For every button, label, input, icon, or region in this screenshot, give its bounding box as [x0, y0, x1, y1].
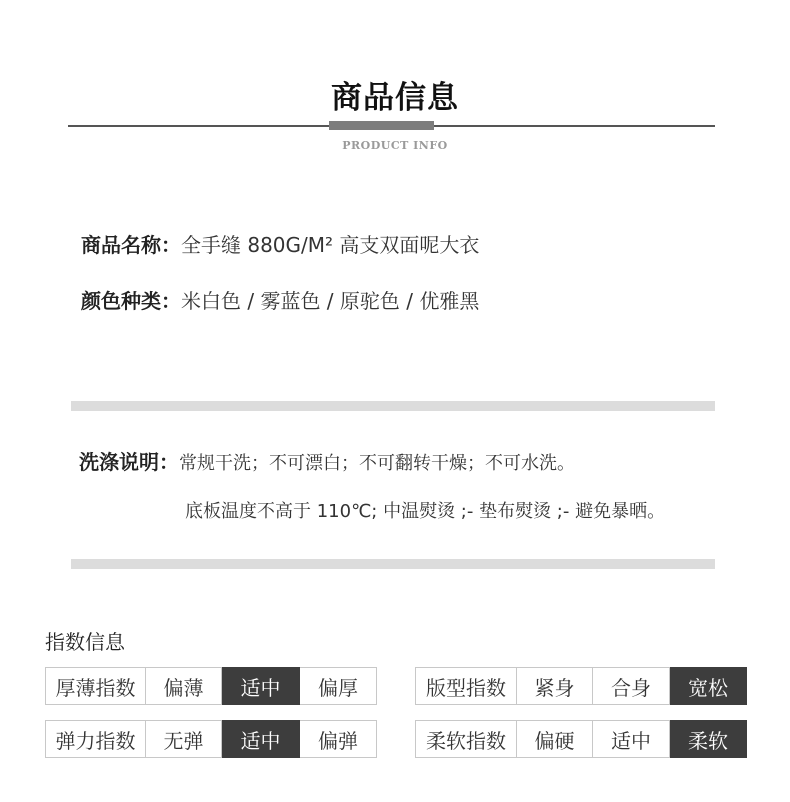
title-divider-accent: [329, 121, 434, 130]
color-value: 米白色 / 雾蓝色 / 原驼色 / 优雅黑: [181, 289, 480, 313]
index-option: 适中: [222, 668, 300, 705]
index-row: [46, 721, 377, 758]
index-row: [416, 721, 747, 758]
product-name-label: 商品名称：: [81, 233, 181, 257]
section-band-bottom: [71, 559, 715, 569]
care-row: [79, 446, 575, 475]
index-label: 厚薄指数: [46, 668, 146, 705]
index-row: [416, 668, 747, 705]
index-table-right-2: [415, 720, 747, 758]
index-option: 合身: [593, 668, 670, 705]
index-label: 版型指数: [416, 668, 517, 705]
index-option: 偏薄: [146, 668, 222, 705]
index-option: 宽松: [670, 668, 747, 705]
index-option: 紧身: [517, 668, 593, 705]
index-section-title: 指数信息: [45, 630, 125, 654]
index-table-left-2: [45, 720, 377, 758]
index-row: [46, 668, 377, 705]
section-band-top: [71, 401, 715, 411]
index-option: 柔软: [670, 721, 747, 758]
index-option: 无弹: [146, 721, 222, 758]
page-title: 商品信息: [331, 80, 459, 116]
index-option: 偏厚: [300, 668, 377, 705]
index-table-right: [415, 667, 747, 705]
index-option: 偏硬: [517, 721, 593, 758]
product-name-value: 全手缝 880G/M² 高支双面呢大衣: [181, 233, 480, 257]
color-label: 颜色种类：: [81, 289, 181, 313]
index-label: 弹力指数: [46, 721, 146, 758]
index-option: 适中: [222, 721, 300, 758]
page-subtitle: PRODUCT INFO: [342, 139, 448, 152]
index-table-left: [45, 667, 377, 705]
product-name-row: [81, 229, 479, 258]
care-label: 洗涤说明：: [79, 450, 179, 474]
index-option: 适中: [593, 721, 670, 758]
color-row: [81, 285, 479, 314]
care-line-2: 底板温度不高于 110℃; 中温熨烫 ;- 垫布熨烫 ;- 避免暴晒。: [185, 501, 666, 522]
care-line-1: 常规干洗；不可漂白；不可翻转干燥；不可水洗。: [179, 453, 575, 474]
index-option: 偏弹: [300, 721, 377, 758]
index-label: 柔软指数: [416, 721, 517, 758]
